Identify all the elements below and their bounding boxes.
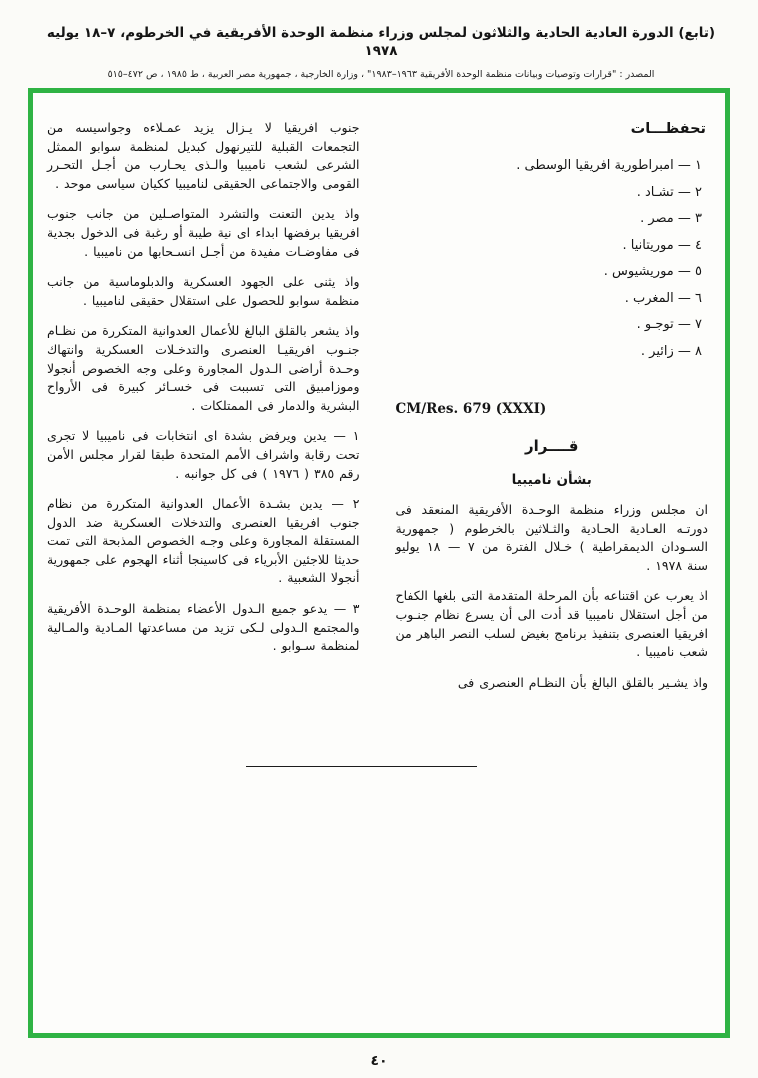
resolution-paragraph: واذ يشـير بالقلق البالغ بأن النظـام العنصرى فى: [457, 674, 708, 690]
resolution-reference: CM/Res. 679 (XXXI): [395, 401, 547, 417]
resolution-paragraph: اذ يعرب عن اقتناعه بأن المرحلة المتقدمة التى بلغها الكفاح من أجل استقلال ناميبيا قد أدت الى أن يسرع نظام جنـوب افريقيا العنصرى بتنفيذ برنامج بغيض لسلب النصر الباهر من شعب ناميبيا .: [395, 588, 708, 660]
reservation-item: ٨ — زائير .: [640, 343, 702, 359]
end-rule: [246, 766, 477, 767]
body-paragraph: واذ يثنى على الجهود العسكرية والدبلوماسية من جانب منظمة سوابو للحصول على استقلال حقيقى لناميبيا .: [47, 274, 360, 308]
green-frame: [28, 88, 730, 1038]
reservation-item: ١ — امبراطورية افريقيا الوسطى .: [516, 158, 702, 173]
resolution-heading: قــــرار: [525, 437, 579, 455]
body-paragraph: واذ يدين التعنت والتشرد المتواصـلين من جانب جنوب افريقيا برفضها ابداء اى نية طيبة أو رغبة فى الدخول بجدية فى مفاوضـات مفيدة من أجـل انسـحابها من ناميبيا .: [47, 206, 360, 259]
operative-item: ٣ — يدعو جميع الـدول الأعضاء بمنظمة الوحـدة الأفريقية والمجتمع الـدولى لـكى تزيد من مساعدتها المـادية والمـالية لمنظمة سـوابو .: [47, 601, 360, 654]
text-columns: [47, 119, 708, 704]
page-footer: [0, 1050, 758, 1069]
operative-item: ٢ — يدين بشـدة الأعمال العدوانية المتكررة من نظام جنوب افريقيا العنصرى والتدخلات العسكرية ضد الدول المستقلة المجاورة وعلى وجـه الخصوص المذبحة التى تمت حديثا للاجئين الأبرياء فى كاسينجا أثناء الهجوم على جمهورية أنجولا الشعبية .: [46, 496, 360, 586]
right-column: [396, 119, 709, 704]
document-header: [30, 24, 732, 81]
reservation-item: ٢ — تشـاد .: [636, 184, 702, 200]
page-number: ٤٠: [370, 1053, 388, 1069]
reservations-heading: تحفظـــات: [630, 121, 706, 137]
reservation-item: ٧ — توجـو .: [636, 317, 702, 332]
reservation-item: ٤ — موريتانيا .: [622, 237, 702, 253]
reservations-list: [396, 153, 703, 365]
reservation-item: ٣ — مصر .: [640, 211, 702, 226]
body-paragraph: جنوب افريقيا لا يـزال يزيد عمـلاءه وجواسيسه من التجمعات القبلية للتيرنهول كبديل لمنظمة سوابو الممثل الشرعى لشعب ناميبيا والـذى يحـارب من أجـل التحـرر القومى والاجتماعى الحقيقى لناميبيا ككيان سياسى موحد .: [47, 120, 360, 191]
resolution-paragraph: ان مجلس وزراء منظمة الوحـدة الأفريقية المنعقد فى دورتـه العـادية الحـادية والثـلاثين بالخرطوم ( جمهورية السـودان الديمقراطية ) خـلال الفترة من ٧ — ١٨ يوليو سنة ١٩٧٨ .: [395, 502, 708, 573]
resolution-subheading: بشأن ناميبيا: [511, 472, 592, 488]
reservation-item: ٦ — المغرب .: [624, 290, 702, 306]
body-paragraph: واذ يشعر بالقلق البالغ للأعمال العدوانية المتكررة من نظـام جنـوب افريقيـا العنصرى والتدخـلات العسكرية وانتهاك وحـدة أراضى الـدول المجاورة وعلى وجه الخصوص أنجولا وموزامبيق التى تسببت فى خسـائر كبيرة فى الأرواح البشرية والدمار فى الممتلكات .: [47, 323, 360, 413]
operative-item: ١ — يدين ويرفض بشدة اى انتخابات فى ناميبيا لا تجرى تحت رقابة واشراف الأمم المتحدة طبقا لقرار مجلس الأمن رقم ٣٨٥ ( ١٩٧٦ ) فى كل جوانبه .: [47, 428, 360, 481]
session-title: (تابع) الدورة العادية الحادية والثلاثون لمجلس وزراء منظمة الوحدة الأفريقية في الخرطوم، ٧–١٨ يوليه ١٩٧٨: [46, 25, 716, 59]
reservation-item: ٥ — موريشيوس .: [603, 264, 702, 279]
left-column: [47, 119, 360, 668]
source-citation: المصدر : "قرارات وتوصيات وبيانات منظمة الوحدة الأفريقية ١٩٦٣–١٩٨٣" ، وزارة الخارجية ، جمهورية مصر العربية ، ط ١٩٨٥ ، ص ٤٧٢–٥١٥: [107, 69, 655, 80]
